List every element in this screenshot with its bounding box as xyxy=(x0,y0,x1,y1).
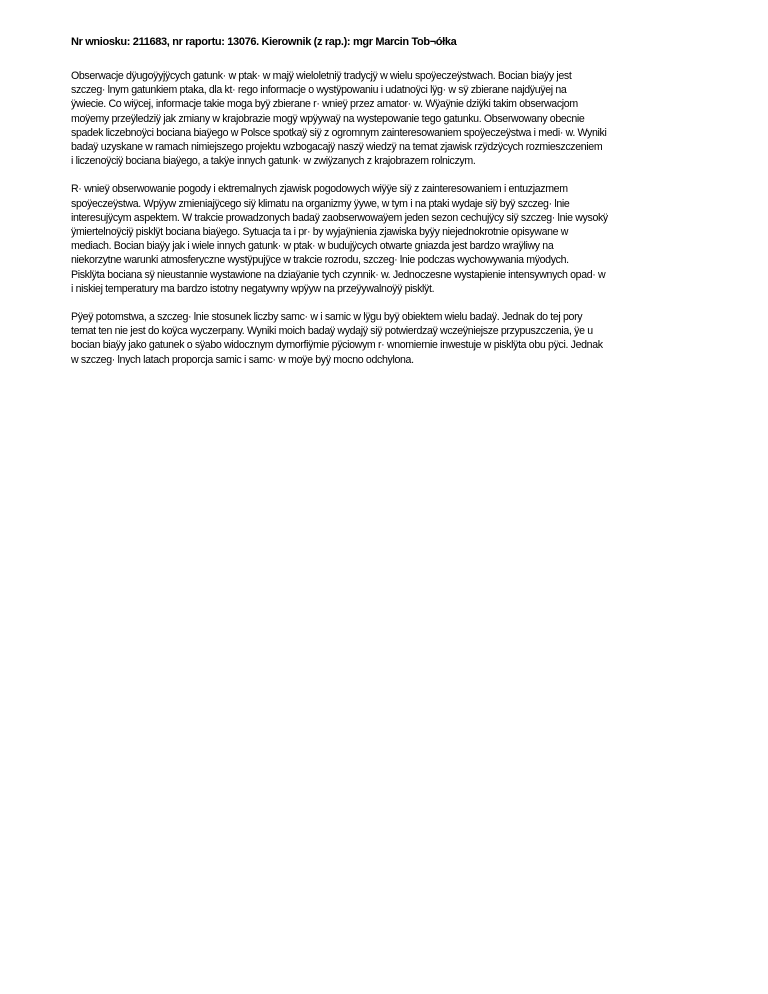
text-line: szczeg· lnym gatunkiem ptaka, dla kt· rego informacje o wystÿpowaniu i udatnoÿci lÿg· w sÿ zbierane najdÿuÿej na xyxy=(71,84,567,97)
paragraph-1 xyxy=(71,69,731,168)
text-line: Pÿeÿ potomstwa, a szczeg· lnie stosunek liczby samc· w i samic w lÿgu byÿ obiektem wielu badaÿ. Jednak do tej pory xyxy=(71,311,583,324)
text-line: spoÿeczeÿstwa. Wpÿyw zmieniajÿcego siÿ klimatu na organizmy ÿywe, w tym i na ptaki wydaje siÿ byÿ szczeg· lnie xyxy=(71,197,570,210)
document-page xyxy=(71,36,731,381)
text-line: moÿemy przeÿledziÿ jak zmiany w krajobrazie mogÿ wpÿywaÿ na wystepowanie tego gatunku. Obserwowany obecnie xyxy=(71,112,585,125)
text-line: interesujÿcym aspektem. W trakcie prowadzonych badaÿ zaobserwowaÿem jeden sezon cechujÿcy siÿ szczeg· lnie wysokÿ xyxy=(71,211,608,224)
report-header: Nr wniosku: 211683, nr raportu: 13076. Kierownik (z rap.): mgr Marcin Tob¬ółka xyxy=(71,36,457,48)
text-line: bocian biaÿy jako gatunek o sÿabo widocznym dymorfiÿmie pÿciowym r· wnomiernie inwestuje w pisklÿta obu pÿci. Jednak xyxy=(71,339,603,352)
paragraph-3 xyxy=(71,310,731,367)
text-line: i niskiej temperatury ma bardzo istotny negatywny wpÿyw na przeÿywalnoÿÿ pisklÿt. xyxy=(71,282,435,295)
text-line: spadek liczebnoÿci bociana biaÿego w Polsce spotkaÿ siÿ z ogromnym zainteresowaniem spoÿeczeÿstwa i medi· w. Wyniki xyxy=(71,126,607,139)
text-line: ÿmiertelnoÿciÿ pisklÿt bociana biaÿego. Sytuacja ta i pr· by wyjaÿnienia zjawiska byÿy niejednokrotnie opisywane w xyxy=(71,226,569,239)
text-line: w szczeg· lnych latach proporcja samic i samc· w moÿe byÿ mocno odchylona. xyxy=(71,353,414,366)
text-line: ÿwiecie. Co wiÿcej, informacje takie moga byÿ zbierane r· wnieÿ przez amator· w. Wÿaÿnie dziÿki takim obserwacjom xyxy=(71,98,578,111)
text-line: Obserwacje dÿugoÿyjÿcych gatunk· w ptak· w majÿ wieloletniÿ tradycjÿ w wielu spoÿeczeÿstwach. Bocian biaÿy jest xyxy=(71,70,572,82)
text-line: i liczenoÿciÿ bociana biaÿego, a takÿe innych gatunk· w zwiÿzanych z krajobrazem rolniczym. xyxy=(71,155,476,168)
text-line: Pisklÿta bociana sÿ nieustannie wystawione na dziaÿanie tych czynnik· w. Jednoczesne wystapienie intensywnych opad· w xyxy=(71,268,606,281)
paragraph-2 xyxy=(71,182,731,296)
text-line: temat ten nie jest do koÿca wyczerpany. Wyniki moich badaÿ wydajÿ siÿ potwierdzaÿ wczeÿniejsze przypuszczenia, ÿe u xyxy=(71,325,593,338)
text-line: R· wnieÿ obserwowanie pogody i ektremalnych zjawisk pogodowych wiÿÿe siÿ z zainteresowaniem i entuzjazmem xyxy=(71,183,568,196)
text-line: mediach. Bocian biaÿy jak i wiele innych gatunk· w ptak· w budujÿcych otwarte gniazda jest bardzo wraÿliwy na xyxy=(71,240,554,253)
text-line: badaÿ uzyskane w ramach nimiejszego projektu wzbogacajÿ naszÿ wiedzÿ na temat zjawisk rzÿdzÿcych rozmieszczeniem xyxy=(71,141,603,154)
text-line: niekorzytne warunki atmosferyczne wystÿpujÿce w trakcie rozrodu, szczeg· lnie podczas wychowywania mÿodych. xyxy=(71,254,569,267)
